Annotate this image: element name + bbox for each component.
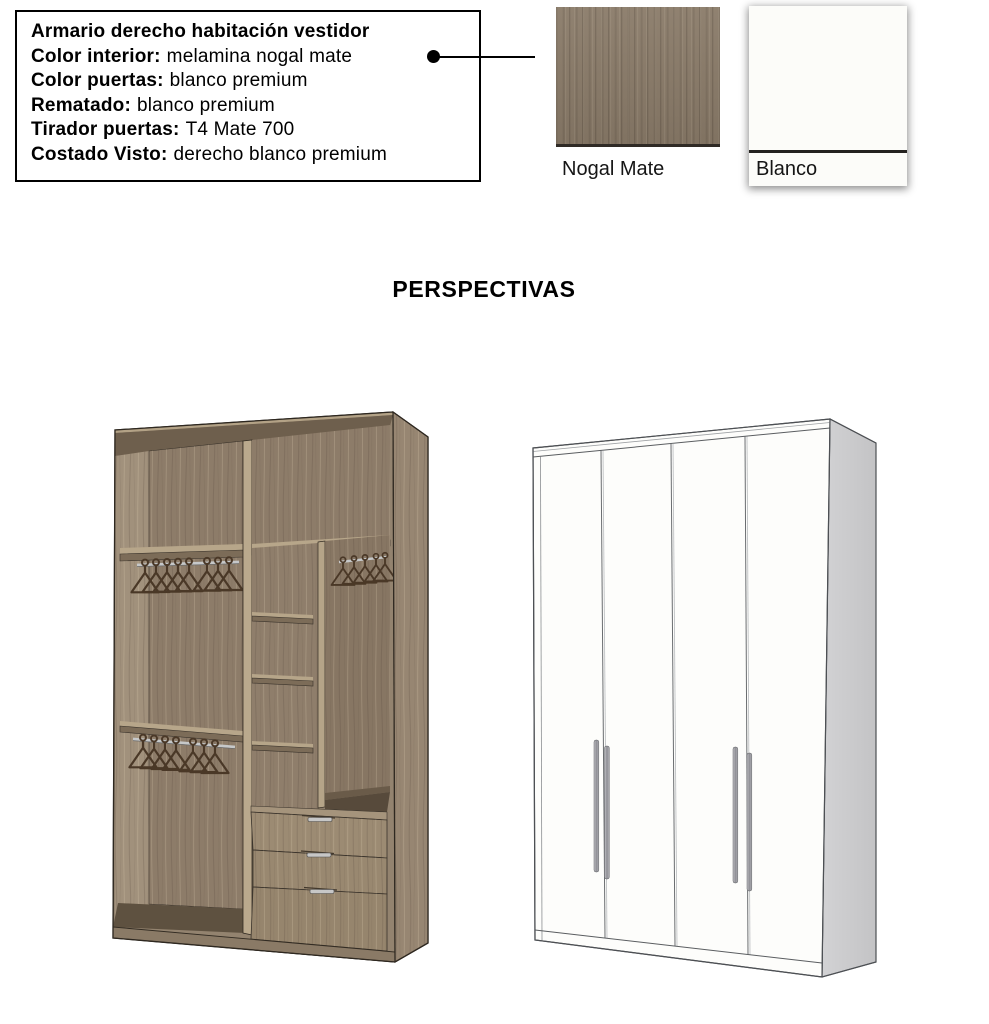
spec-row-color-puertas xyxy=(31,69,469,94)
wardrobe-interior-figure xyxy=(85,395,445,985)
wood-grain-overlay xyxy=(393,412,428,962)
spec-value: blanco premium xyxy=(136,94,275,116)
spec-label: Tirador puertas: xyxy=(31,119,180,141)
door-handle-3 xyxy=(733,747,738,883)
wood-grain-overlay xyxy=(149,441,243,909)
wardrobe-closed-figure xyxy=(520,405,890,1005)
section-title: PERSPECTIVAS xyxy=(392,276,576,302)
wood-grain-overlay xyxy=(115,451,149,928)
side-panel-shading xyxy=(822,419,876,977)
swatch-blanco xyxy=(749,6,907,186)
spec-title: Armario derecho habitación vestidor xyxy=(31,21,370,42)
front-face xyxy=(533,419,830,977)
wood-grain-overlay xyxy=(252,425,390,548)
spec-row-color-interior xyxy=(31,45,469,70)
drawers xyxy=(251,812,387,951)
swatch-nogal-mate xyxy=(556,7,720,181)
right-portion xyxy=(251,425,396,951)
wood-texture-image xyxy=(556,7,720,147)
spec-label: Color puertas: xyxy=(31,70,164,92)
spec-row-rematado xyxy=(31,94,469,119)
spec-value: derecho blanco premium xyxy=(173,143,388,165)
door-handle-4 xyxy=(747,753,752,891)
door-handle-1 xyxy=(594,740,599,872)
swatch-label: Nogal Mate xyxy=(562,158,665,180)
spec-row-tirador xyxy=(31,118,469,143)
spec-label: Rematado: xyxy=(31,94,131,116)
column-partition xyxy=(318,541,325,808)
swatch-label-strip xyxy=(749,150,907,186)
callout-line xyxy=(438,56,535,59)
door-handle-2 xyxy=(605,746,610,879)
central-partition xyxy=(243,440,252,935)
spec-value: melamina nogal mate xyxy=(166,45,353,67)
spec-box xyxy=(15,10,481,182)
spec-row-costado xyxy=(31,143,469,168)
drawer-handle-2 xyxy=(307,853,331,857)
wood-grain-overlay xyxy=(325,535,390,797)
swatch-label: Blanco xyxy=(756,158,818,180)
spec-label: Color interior: xyxy=(31,45,161,67)
drawer-handle-3 xyxy=(310,890,334,894)
spec-value: blanco premium xyxy=(169,70,308,92)
spec-label: Costado Visto: xyxy=(31,143,168,165)
drawer-handle-1 xyxy=(308,818,332,822)
spec-value: T4 Mate 700 xyxy=(185,119,295,141)
left-compartment xyxy=(113,441,245,933)
